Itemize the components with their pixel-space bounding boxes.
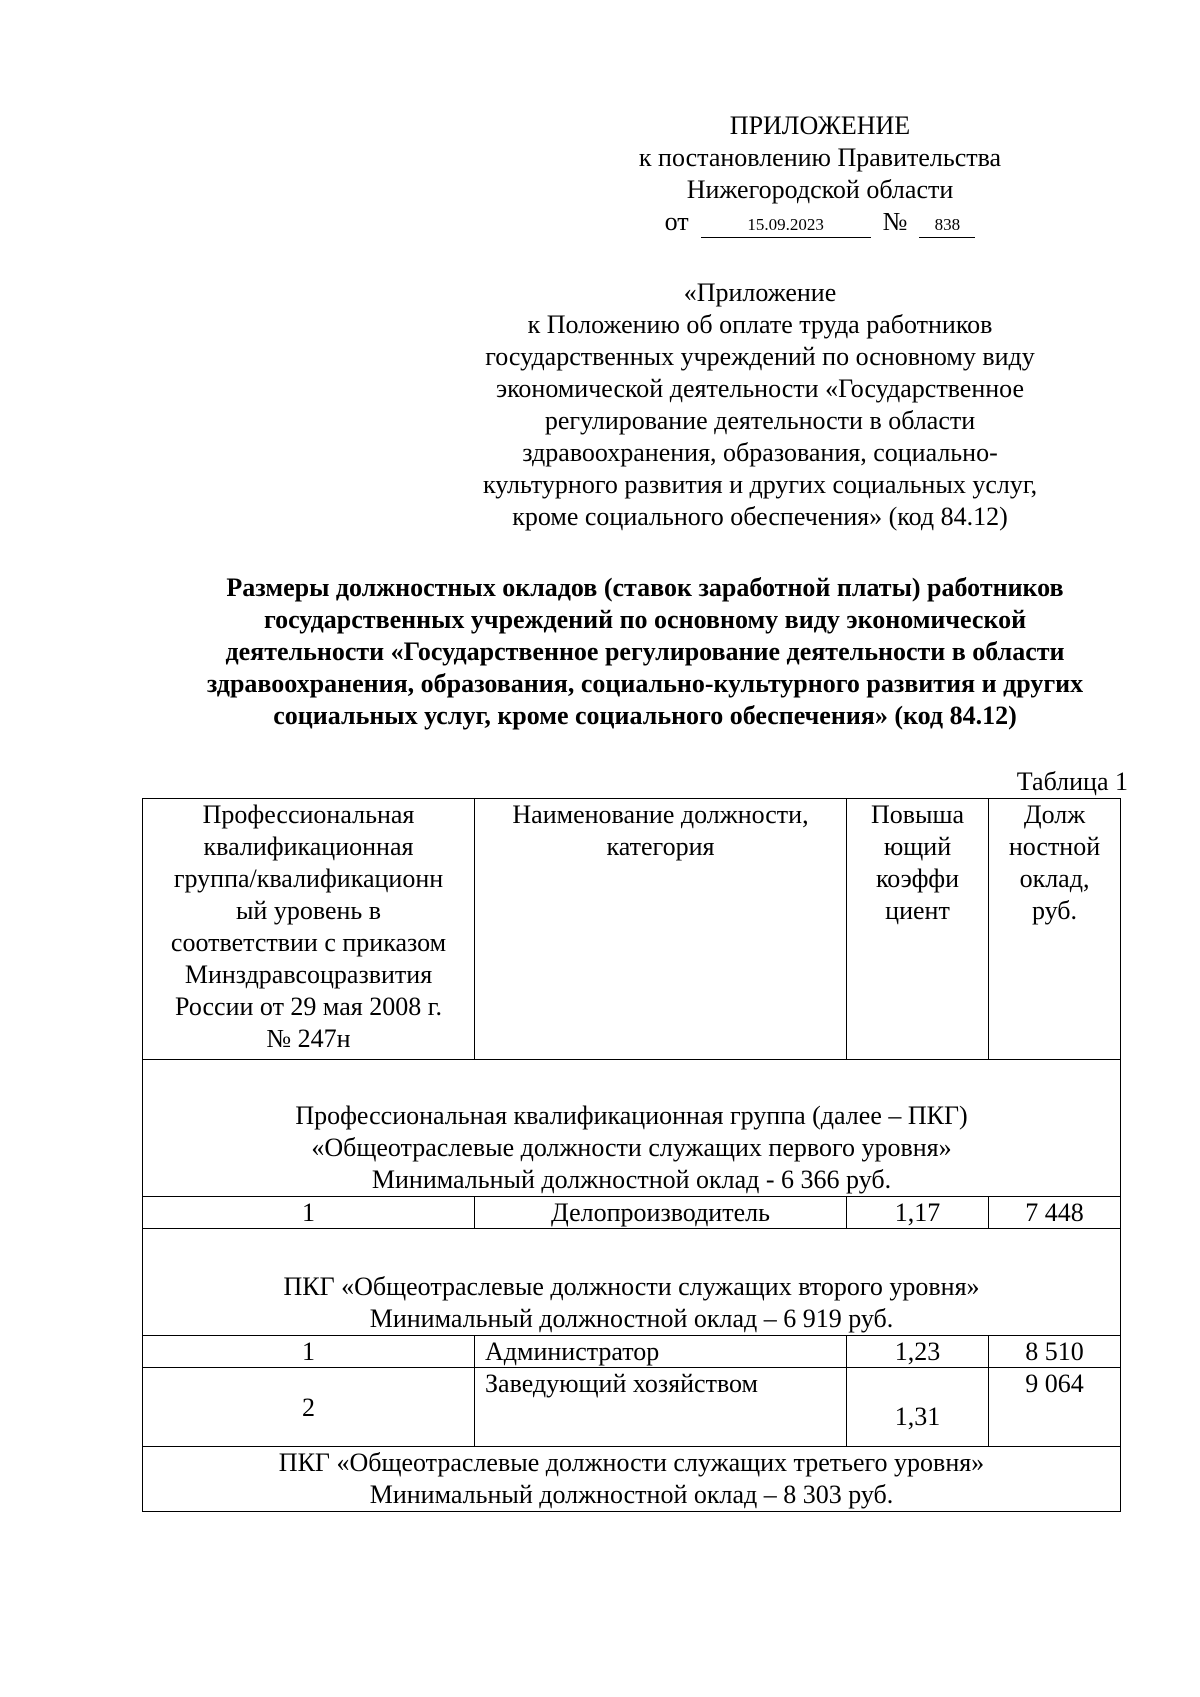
- prilozhenie-line: кроме социального обеспечения» (код 84.12): [512, 502, 1008, 531]
- header-text: ый уровень в: [235, 896, 382, 925]
- qualification-level: 2: [143, 1368, 475, 1447]
- group-caption-line: Минимальный должностной оклад – 8 303 руб.: [369, 1480, 894, 1509]
- appendix-block: [560, 110, 1080, 238]
- group-caption: [143, 1229, 1121, 1336]
- qualification-level: 1: [143, 1336, 475, 1368]
- header-text: ностной: [1008, 832, 1101, 861]
- table-row: [143, 1368, 1121, 1447]
- from-label: от: [664, 207, 689, 236]
- header-text: Наименование должности,: [512, 800, 809, 829]
- appendix-line-2: к постановлению Правительства: [638, 143, 1002, 172]
- prilozhenie-line: к Положению об оплате труда работников: [527, 310, 993, 339]
- header-text: соответствии с приказом: [170, 928, 447, 957]
- header-text: циент: [885, 896, 950, 925]
- header-text: Профессиональная: [202, 800, 415, 829]
- heading-line: государственных учреждений по основному виду экономической: [263, 605, 1027, 634]
- group-caption: [143, 1447, 1121, 1512]
- prilozhenie-line: культурного развития и других социальных услуг,: [482, 470, 1038, 499]
- prilozhenie-line: экономической деятельности «Государственное: [495, 374, 1025, 403]
- group-row-pkg-3: [143, 1447, 1121, 1512]
- group-row-pkg-1: [143, 1060, 1121, 1197]
- prilozhenie-block: [440, 277, 1080, 533]
- salary-table: [142, 798, 1121, 1512]
- prilozhenie-line: регулирование деятельности в области: [544, 406, 976, 435]
- header-salary: [989, 799, 1121, 1060]
- salary: 7 448: [989, 1197, 1121, 1229]
- header-text: Повыша: [870, 800, 965, 829]
- header-position-name: [475, 799, 847, 1060]
- coefficient: 1,23: [847, 1336, 989, 1368]
- salary: 8 510: [989, 1336, 1121, 1368]
- header-text: группа/квалификационн: [173, 864, 444, 893]
- header-text: квалификационная: [203, 832, 414, 861]
- group-caption-line: ПКГ «Общеотраслевые должности служащих третьего уровня»: [278, 1448, 985, 1477]
- position-name: Делопроизводитель: [475, 1197, 847, 1229]
- appendix-date-row: [560, 206, 1080, 238]
- qualification-level: 1: [143, 1197, 475, 1229]
- table-row: [143, 1336, 1121, 1368]
- prilozhenie-line: здравоохранения, образования, социально-: [522, 438, 998, 467]
- group-caption: [143, 1060, 1121, 1197]
- header-text: Минздравсоцразвития: [184, 960, 433, 989]
- decree-date: 15.09.2023: [701, 215, 871, 238]
- coefficient: 1,31: [847, 1368, 989, 1447]
- header-text: Долж: [1023, 800, 1086, 829]
- table-header-row: [143, 799, 1121, 1060]
- number-label: №: [882, 207, 908, 236]
- heading-line: здравоохранения, образования, социально-культурного развития и других: [206, 669, 1084, 698]
- prilozhenie-line: государственных учреждений по основному виду: [485, 342, 1035, 371]
- header-text: № 247н: [266, 1024, 351, 1053]
- header-coefficient: [847, 799, 989, 1060]
- header-qualification-group: [143, 799, 475, 1060]
- salary: 9 064: [989, 1368, 1121, 1447]
- table-label: Таблица 1: [1016, 767, 1128, 796]
- group-caption-line: «Общеотраслевые должности служащих первого уровня»: [311, 1133, 952, 1162]
- group-caption-line: Минимальный должностной оклад – 6 919 руб.: [369, 1304, 894, 1333]
- heading-line: деятельности «Государственное регулирование деятельности в области: [225, 637, 1065, 666]
- appendix-line-3: Нижегородской области: [686, 175, 954, 204]
- document-heading: [150, 572, 1140, 732]
- group-row-pkg-2: [143, 1229, 1121, 1336]
- header-text: руб.: [1031, 896, 1078, 925]
- decree-number: 838: [919, 215, 975, 238]
- header-text: оклад,: [1019, 864, 1090, 893]
- group-caption-line: ПКГ «Общеотраслевые должности служащих второго уровня»: [283, 1272, 980, 1301]
- header-text: ющий: [883, 832, 952, 861]
- prilozhenie-line: «Приложение: [683, 278, 837, 307]
- heading-line: социальных услуг, кроме социального обеспечения» (код 84.12): [273, 701, 1017, 730]
- position-name: Заведующий хозяйством: [475, 1368, 847, 1447]
- header-text: коэффи: [875, 864, 960, 893]
- header-text: России от 29 мая 2008 г.: [175, 992, 442, 1021]
- appendix-title: ПРИЛОЖЕНИЕ: [729, 111, 911, 140]
- coefficient: 1,17: [847, 1197, 989, 1229]
- group-caption-line: Профессиональная квалификационная группа (далее – ПКГ): [295, 1101, 968, 1130]
- table-row: [143, 1197, 1121, 1229]
- heading-line: Размеры должностных окладов (ставок заработной платы) работников: [226, 573, 1064, 602]
- group-caption-line: Минимальный должностной оклад - 6 366 руб.: [371, 1165, 892, 1194]
- position-name: Администратор: [475, 1336, 847, 1368]
- header-text: категория: [606, 832, 715, 861]
